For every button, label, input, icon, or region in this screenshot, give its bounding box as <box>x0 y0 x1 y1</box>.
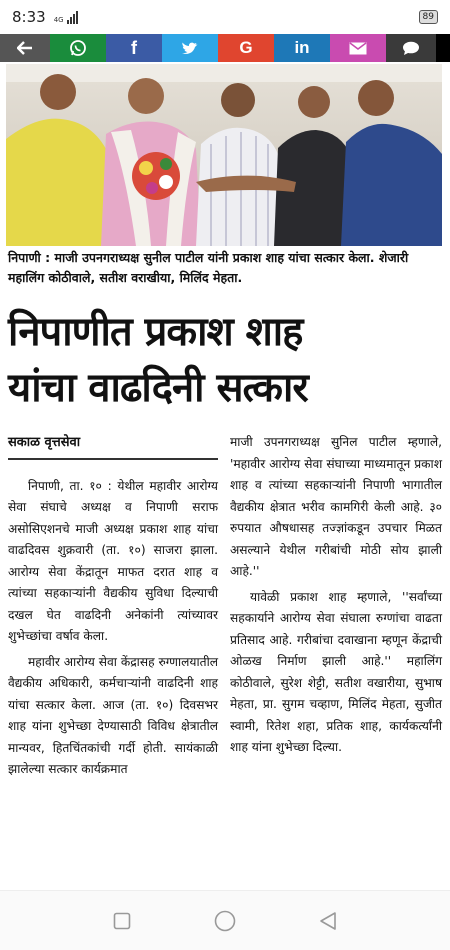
paragraph: निपाणी, ता. १० : येथील महावीर आरोग्य सेवा संघाचे अध्यक्ष व निपाणी सराफ असोसिएशनचे माजी अध्यक्ष प्रकाश शाह यांचा वाढदिवस शुक्रवारी (ता. १०) साजरा झाला. आरोग्य सेवा केंद्रातून माफत दरात शाह व त्यांच्या सहकाऱ्यांनी वैद्यकीय सुविधा दिल्याची दखल घेत वाढदिनी अनेकांनी त्यांच्यावर शुभेच्छांचा वर्षाव केला. <box>8 478 218 643</box>
square-icon <box>113 912 131 930</box>
whatsapp-share-button[interactable] <box>50 34 106 62</box>
arrow-left-icon <box>17 41 33 55</box>
email-share-button[interactable] <box>330 34 386 62</box>
triangle-back-icon <box>319 911 337 931</box>
status-bar <box>0 0 450 34</box>
google-icon: G <box>239 38 253 57</box>
home-button[interactable] <box>213 909 237 933</box>
clock: 8:33 <box>12 8 46 26</box>
whatsapp-icon <box>69 39 87 57</box>
chat-bubble-icon <box>402 41 420 56</box>
article-column-left <box>8 432 218 785</box>
circle-icon <box>214 910 236 932</box>
network-type: 4G <box>53 16 64 24</box>
back-nav-button[interactable] <box>316 909 340 933</box>
sms-share-button[interactable] <box>386 34 436 62</box>
recents-button[interactable] <box>110 909 134 933</box>
paragraph: महावीर आरोग्य सेवा केंद्रासह रुग्णालयातील वैद्यकीय अधिकारी, कर्मचाऱ्यांनी वाढदिनी शाह यांचा सत्कार केला. आज (ता. १०) दिवसभर शाह यांना शुभेच्छा देण्यासाठी विविध क्षेत्रातील मान्यवर, हितचिंतकांची गर्दी होती. सायंकाळी झालेल्या सत्कार कार्यक्रमात <box>8 654 218 776</box>
byline: सकाळ वृत्तसेवा <box>8 432 218 460</box>
back-button[interactable] <box>0 34 50 62</box>
article-headline <box>8 304 442 416</box>
system-nav-bar <box>0 890 450 950</box>
twitter-share-button[interactable] <box>162 34 218 62</box>
headline-line-2: यांचा वाढदिनी सत्कार <box>8 365 308 411</box>
twitter-icon <box>181 41 199 56</box>
news-photo <box>6 64 442 246</box>
signal-icon <box>54 10 78 24</box>
article-column-right <box>230 432 442 763</box>
paragraph: माजी उपनगराध्यक्ष सुनिल पाटील म्हणाले, 'महावीर आरोग्य सेवा संघाच्या माध्यमातून प्रकाश शाह व त्यांच्या सहकाऱ्यांनी निपाणी भागातील वैद्यकीय क्षेत्रात भरीव कामगिरी केली आहे. ३० रुपयात औषधासह तज्ज्ञांकडून उपचार मिळत असल्याने येथील गरीबांची मोठी सोय झाली आहे.'' <box>230 435 442 578</box>
email-icon <box>349 42 367 55</box>
photo-caption: निपाणी : माजी उपनगराध्यक्ष सुनील पाटील यांनी प्रकाश शाह यांचा सत्कार केला. शेजारी महालिंग कोठीवाले, सतीश वराखीया, मिलिंद मेहता. <box>8 250 409 285</box>
more-share-button[interactable] <box>436 34 450 62</box>
battery-indicator: 89 <box>419 10 438 24</box>
linkedin-share-button[interactable] <box>274 34 330 62</box>
headline-line-1: निपाणीत प्रकाश शाह <box>8 309 303 355</box>
linkedin-icon: in <box>294 38 310 57</box>
group-photo-illustration <box>6 64 442 246</box>
paragraph: यावेळी प्रकाश शाह म्हणाले, ''सर्वांच्या सहकार्याने आरोग्य सेवा संघाला रुग्णांचा वाढता प्रतिसाद आहे. गरीबांचा दवाखाना म्हणून केंद्राची ओळख निर्माण झाली आहे.'' महालिंग कोठीवाले, सुरेश शेट्टी, सतीश वखारीया, सुभाष मेहता, प्रा. सुगम चव्हाण, मिलिंद मेहता, सुजीत स्वामी, रितेश शहा, प्रतिक शाह, कार्यकर्त्यांनी शाह यांना शुभेच्छा दिल्या. <box>230 589 442 754</box>
facebook-share-button[interactable] <box>106 34 162 62</box>
facebook-icon: f <box>131 37 137 58</box>
google-share-button[interactable] <box>218 34 274 62</box>
share-bar <box>0 34 450 62</box>
